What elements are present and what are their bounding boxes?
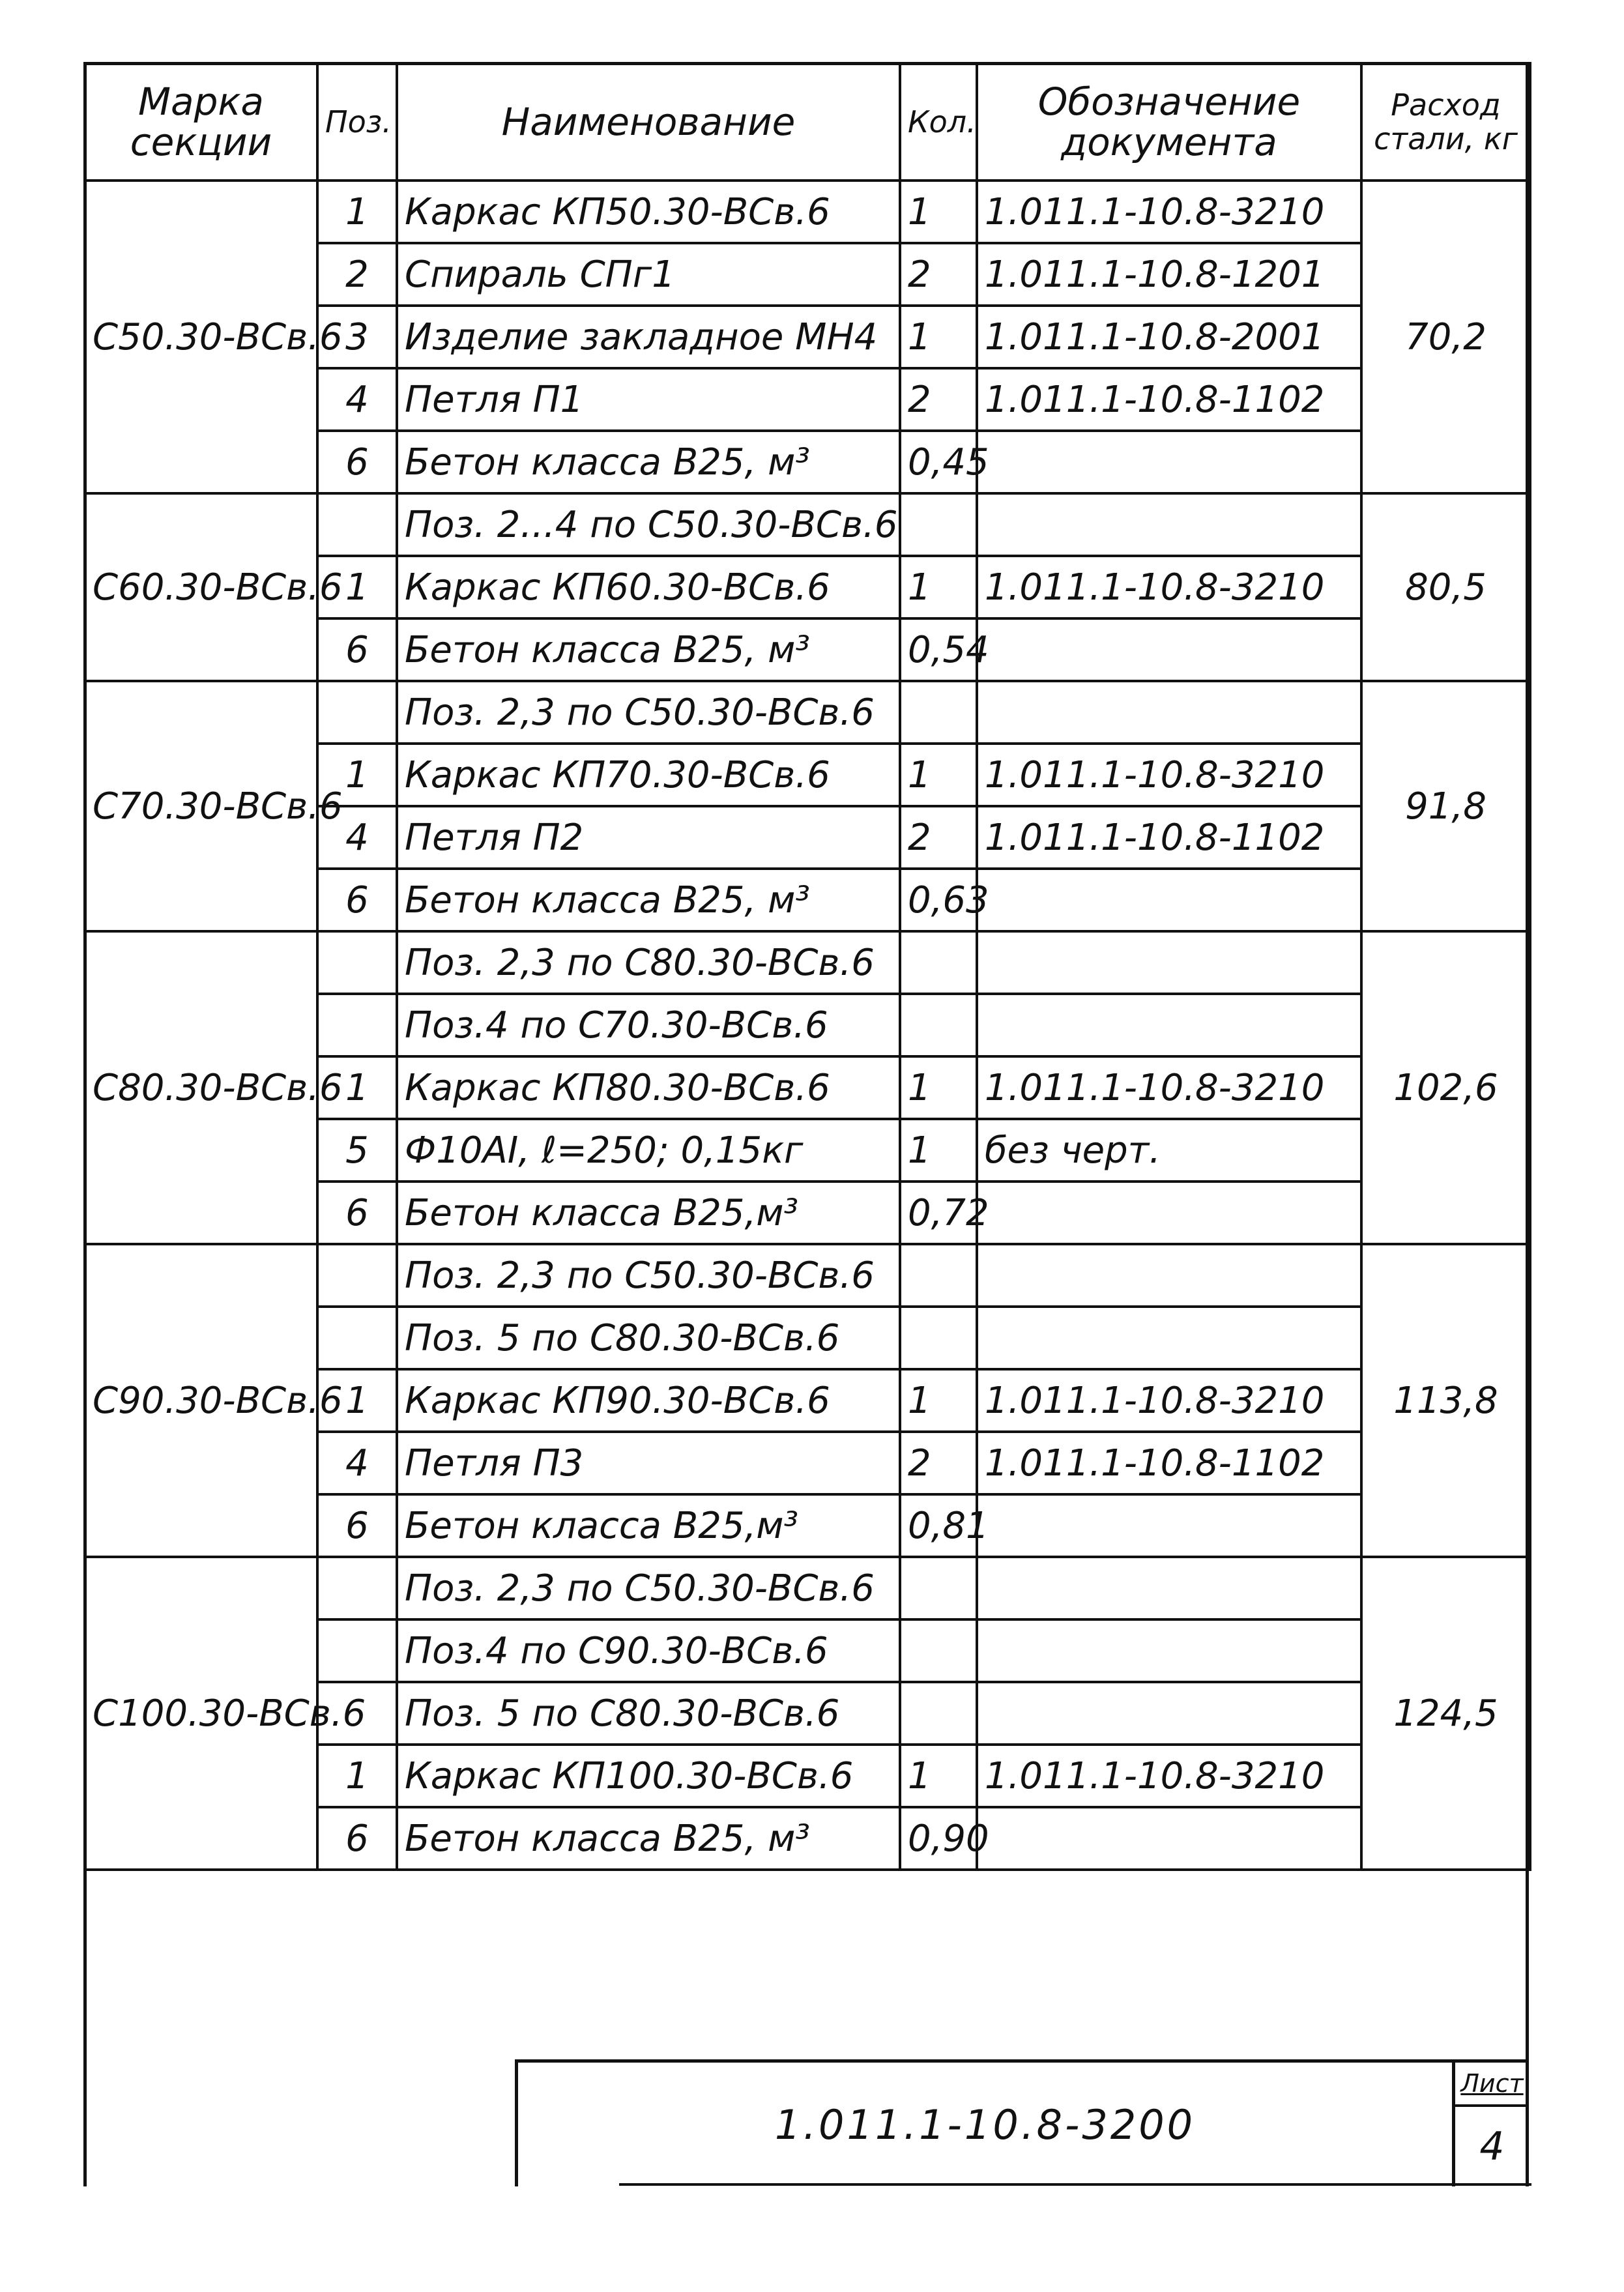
name-cell: Поз.4 по С70.30-ВСв.6 (397, 994, 900, 1056)
position-cell (317, 994, 397, 1056)
position-cell: 1 (317, 1369, 397, 1432)
position-cell: 5 (317, 1119, 397, 1182)
table-row (85, 931, 1530, 994)
quantity-cell: 2 (900, 806, 977, 869)
name-cell: Бетон класса В25,м³ (397, 1182, 900, 1244)
header-pos: Поз. (317, 63, 397, 181)
name-cell: Каркас КП80.30-ВСв.6 (397, 1056, 900, 1119)
quantity-cell (900, 1682, 977, 1745)
position-cell: 1 (317, 1056, 397, 1119)
quantity-cell: 0,45 (900, 431, 977, 493)
header-qty: Кол. (900, 63, 977, 181)
document-cell: 1.011.1-10.8-3210 (977, 744, 1361, 806)
position-cell (317, 493, 397, 556)
document-cell (977, 431, 1361, 493)
sheet-label: Лист (1455, 2063, 1529, 2107)
quantity-cell: 0,90 (900, 1807, 977, 1870)
position-cell: 6 (317, 869, 397, 931)
quantity-cell (900, 1557, 977, 1619)
quantity-cell (900, 1619, 977, 1682)
position-cell (317, 931, 397, 994)
position-cell (317, 1619, 397, 1682)
name-cell: Поз.4 по С90.30-ВСв.6 (397, 1619, 900, 1682)
name-cell: Бетон класса В25,м³ (397, 1494, 900, 1557)
table-row (85, 1557, 1530, 1619)
quantity-cell (900, 994, 977, 1056)
position-cell: 2 (317, 243, 397, 306)
table-row (85, 181, 1530, 243)
header-mark: Марка секции (85, 63, 317, 181)
steel-consumption: 102,6 (1361, 931, 1530, 1244)
section-mark: С70.30-ВСв.6 (85, 681, 317, 931)
name-cell: Петля П2 (397, 806, 900, 869)
specification-table (83, 62, 1531, 1870)
name-cell: Бетон класса В25, м³ (397, 869, 900, 931)
steel-consumption: 124,5 (1361, 1557, 1530, 1870)
position-cell: 3 (317, 306, 397, 368)
name-cell: Поз. 2,3 по С50.30-ВСв.6 (397, 1557, 900, 1619)
document-cell (977, 931, 1361, 994)
name-cell: Спираль СПг1 (397, 243, 900, 306)
name-cell: Бетон класса В25, м³ (397, 618, 900, 681)
document-cell (977, 1494, 1361, 1557)
position-cell: 6 (317, 1182, 397, 1244)
position-cell (317, 1244, 397, 1307)
document-cell: 1.011.1-10.8-1201 (977, 243, 1361, 306)
position-cell: 6 (317, 618, 397, 681)
name-cell: Каркас КП90.30-ВСв.6 (397, 1369, 900, 1432)
section-mark: С80.30-ВСв.6 (85, 931, 317, 1244)
quantity-cell: 2 (900, 1432, 977, 1494)
quantity-cell: 1 (900, 306, 977, 368)
table-header-row (85, 63, 1530, 181)
quantity-cell: 0,72 (900, 1182, 977, 1244)
quantity-cell: 1 (900, 744, 977, 806)
name-cell: Поз. 5 по С80.30-ВСв.6 (397, 1307, 900, 1369)
quantity-cell: 1 (900, 1745, 977, 1807)
quantity-cell (900, 493, 977, 556)
position-cell: 4 (317, 368, 397, 431)
document-cell: 1.011.1-10.8-3210 (977, 1369, 1361, 1432)
section-mark: С90.30-ВСв.6 (85, 1244, 317, 1557)
name-cell: Изделие закладное МН4 (397, 306, 900, 368)
position-cell: 4 (317, 806, 397, 869)
document-cell (977, 1807, 1361, 1870)
table-row (85, 681, 1530, 744)
steel-consumption: 91,8 (1361, 681, 1530, 931)
position-cell: 1 (317, 556, 397, 618)
section-mark: С100.30-ВСв.6 (85, 1557, 317, 1870)
name-cell: Бетон класса В25, м³ (397, 1807, 900, 1870)
section-mark: С60.30-ВСв.6 (85, 493, 317, 681)
header-steel: Расход стали, кг (1361, 63, 1530, 181)
title-block (515, 2059, 1529, 2186)
document-cell (977, 1557, 1361, 1619)
quantity-cell: 0,63 (900, 869, 977, 931)
quantity-cell: 0,54 (900, 618, 977, 681)
quantity-cell: 1 (900, 1119, 977, 1182)
document-cell: 1.011.1-10.8-1102 (977, 368, 1361, 431)
name-cell: Поз. 2,3 по С50.30-ВСв.6 (397, 1244, 900, 1307)
document-cell (977, 1307, 1361, 1369)
document-cell (977, 681, 1361, 744)
quantity-cell: 1 (900, 1056, 977, 1119)
header-doc: Обозначение документа (977, 63, 1361, 181)
sheet-cell (1452, 2063, 1529, 2186)
table-row (85, 1244, 1530, 1307)
header-name: Наименование (397, 63, 900, 181)
quantity-cell (900, 931, 977, 994)
name-cell: Бетон класса В25, м³ (397, 431, 900, 493)
quantity-cell: 2 (900, 368, 977, 431)
position-cell: 1 (317, 181, 397, 243)
document-cell (977, 618, 1361, 681)
document-cell (977, 1682, 1361, 1745)
name-cell: Поз. 2,3 по С80.30-ВСв.6 (397, 931, 900, 994)
name-cell: Петля П1 (397, 368, 900, 431)
document-cell (977, 1619, 1361, 1682)
name-cell: Каркас КП60.30-ВСв.6 (397, 556, 900, 618)
quantity-cell (900, 1244, 977, 1307)
document-cell: 1.011.1-10.8-3210 (977, 181, 1361, 243)
table-row (85, 493, 1530, 556)
quantity-cell (900, 681, 977, 744)
steel-consumption: 80,5 (1361, 493, 1530, 681)
position-cell (317, 681, 397, 744)
bottom-border-line (619, 2183, 1531, 2186)
name-cell: Ф10АI, ℓ=250; 0,15кг (397, 1119, 900, 1182)
document-cell: 1.011.1-10.8-3210 (977, 1056, 1361, 1119)
name-cell: Поз. 5 по С80.30-ВСв.6 (397, 1682, 900, 1745)
name-cell: Каркас КП100.30-ВСв.6 (397, 1745, 900, 1807)
document-cell (977, 493, 1361, 556)
name-cell: Поз. 2...4 по С50.30-ВСв.6 (397, 493, 900, 556)
quantity-cell (900, 1307, 977, 1369)
quantity-cell: 1 (900, 556, 977, 618)
document-cell: 1.011.1-10.8-1102 (977, 806, 1361, 869)
quantity-cell: 0,81 (900, 1494, 977, 1557)
document-cell (977, 994, 1361, 1056)
quantity-cell: 2 (900, 243, 977, 306)
document-cell (977, 1244, 1361, 1307)
document-code: 1.011.1-10.8-3200 (774, 2100, 1196, 2149)
document-cell (977, 1182, 1361, 1244)
position-cell: 4 (317, 1432, 397, 1494)
document-cell: 1.011.1-10.8-3210 (977, 556, 1361, 618)
name-cell: Каркас КП50.30-ВСв.6 (397, 181, 900, 243)
section-mark: С50.30-ВСв.6 (85, 181, 317, 493)
table-body (85, 181, 1530, 1870)
quantity-cell: 1 (900, 181, 977, 243)
position-cell (317, 1557, 397, 1619)
sheet-number: 4 (1479, 2124, 1505, 2169)
document-cell: без черт. (977, 1119, 1361, 1182)
position-cell: 6 (317, 1807, 397, 1870)
document-cell (977, 869, 1361, 931)
name-cell: Каркас КП70.30-ВСв.6 (397, 744, 900, 806)
position-cell (317, 1307, 397, 1369)
name-cell: Поз. 2,3 по С50.30-ВСв.6 (397, 681, 900, 744)
document-cell: 1.011.1-10.8-1102 (977, 1432, 1361, 1494)
steel-consumption: 113,8 (1361, 1244, 1530, 1557)
position-cell: 1 (317, 1745, 397, 1807)
document-cell: 1.011.1-10.8-3210 (977, 1745, 1361, 1807)
steel-consumption: 70,2 (1361, 181, 1530, 493)
name-cell: Петля П3 (397, 1432, 900, 1494)
position-cell: 6 (317, 431, 397, 493)
position-cell: 6 (317, 1494, 397, 1557)
position-cell: 1 (317, 744, 397, 806)
document-cell: 1.011.1-10.8-2001 (977, 306, 1361, 368)
quantity-cell: 1 (900, 1369, 977, 1432)
